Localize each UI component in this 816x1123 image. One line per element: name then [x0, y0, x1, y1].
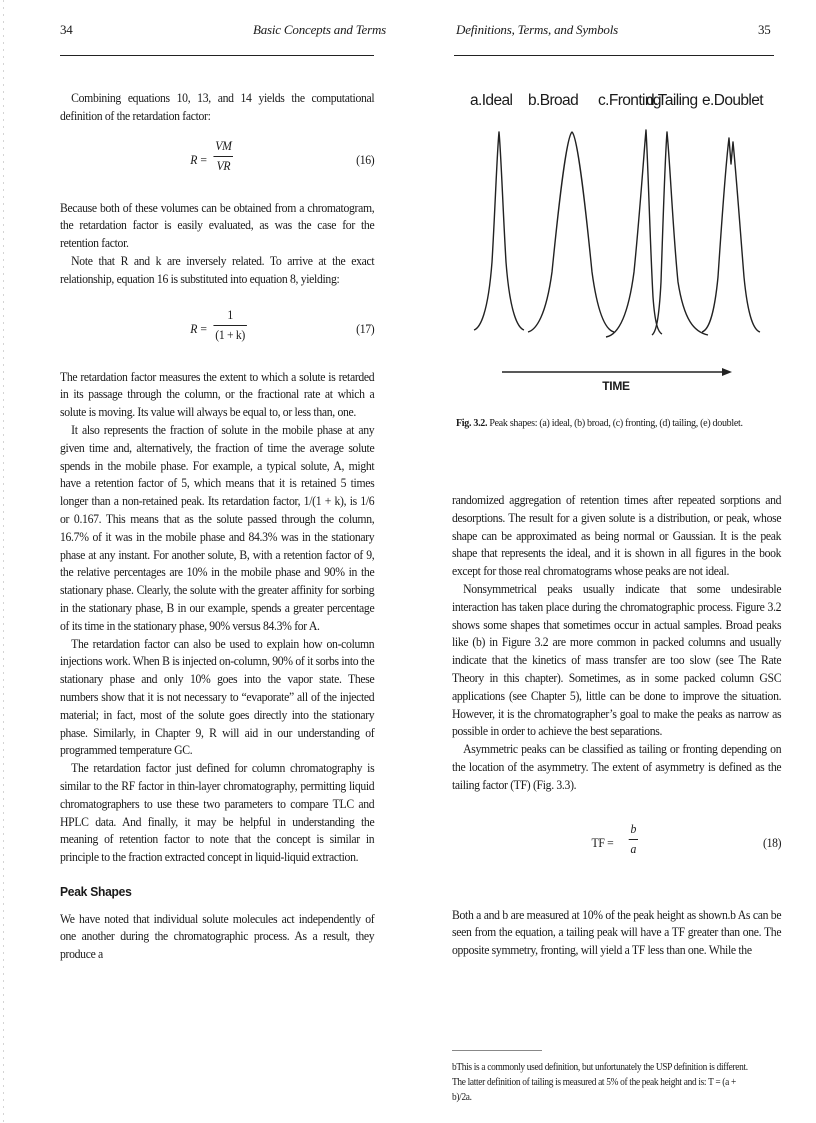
equation-16 — [60, 138, 374, 188]
right-running-head: Definitions, Terms, and Symbols — [456, 22, 618, 37]
peak-tailing — [652, 132, 708, 335]
eq17-numerator: 1 — [227, 307, 233, 322]
label-tailing: d.Tailing — [646, 92, 698, 109]
time-axis-label: TIME — [602, 379, 630, 393]
peak-fronting — [606, 130, 662, 337]
label-broad: b.Broad — [528, 92, 579, 109]
peak-ideal — [474, 132, 524, 330]
figure-peak-shapes — [456, 92, 776, 412]
paragraph: Combining equations 10, 13, and 14 yields the computational definition of the retardation factor: — [60, 91, 375, 123]
right-page-number: 35 — [758, 22, 771, 37]
label-doublet: e.Doublet — [702, 92, 763, 109]
label-fronting: c.Fronting — [598, 92, 661, 109]
paragraph: Nonsymmetrical peaks usually indicate that some undesirable interaction has taken place during the chromatographic process. Figure 3.2 shows some shapes that sometimes occur in actual samples. Broad peaks like (b) in Figure 3.2 are more common in packed columns and usually indicate that the kinetics of mass transfer are too slow (see The Rate Theory in this chapter). Sometimes, as in some packed column GSC applications (see Chapter 5), little can be done to improve the situation. However, it is the chromatographer’s goal to make the peaks as narrow as possible in order to achieve the best separations. — [452, 581, 782, 739]
paragraph: Both a and b are measured at 10% of the peak height as shown.b As can be seen from the equation, a tailing peak will have a TF greater than one. The opposite symmetry, fronting, will yield a TF less than one. While the — [452, 907, 782, 958]
eq16-denominator: VR — [216, 159, 231, 174]
eq17-fraction — [213, 307, 246, 346]
eq17-lhs: R = — [190, 321, 208, 336]
footnote: bThis is a commonly used definition, but unfortunately the USP definition is different. The latter definition of tailing is measured at 5% of the peak height and is: T = (a + b)/2a. — [452, 1062, 748, 1103]
paragraph: It also represents the fraction of solute in the mobile phase at any given time and, alternatively, the fraction of time the average solute spends in the mobile phase. For example, a typical solute, A, might have a retention factor of 5, which means that it is retained 5 times longer than a non-retained peak. Its retardation factor, 1/(1 + k), is 1/6 or 0.167. This means that as the solute passed through the column, 16.7% of it was in the mobile phase and 84.3% was in the stationary phase at any instant. For another solute, B, with a retention factor of 9, the relative percentages are 10% in the mobile phase and 90% in the stationary phase. Clearly, the solute with the greater affinity for sorbing in the stationary phase, B in our example, spends a greater percentage of its time in the stationary phase, 90% versus 84.3% for A. — [60, 422, 375, 633]
equation-17 — [60, 307, 374, 357]
section-heading: Peak Shapes — [60, 883, 132, 899]
eq17-label: (17) — [356, 321, 375, 336]
eq18-lhs: TF = — [591, 835, 614, 850]
eq18-numerator: b — [630, 821, 637, 836]
eq16-numerator: VM — [215, 138, 232, 153]
figure-caption — [456, 418, 776, 429]
eq17-denominator: (1 + k) — [215, 328, 246, 343]
paragraph: The retardation factor can also be used to explain how on-column injections work. When B is injected on-column, 90% of it sorbs into the stationary phase and only 10% goes into the vapor state. These numbers show that it is not necessary to “evaporate” all of the injected material; in fact, most of the solute goes directly into the stationary phase. Similarly, in Chapter 9, R will aid in our understanding of programmed temperature GC. — [60, 636, 375, 758]
eq18-label: (18) — [762, 835, 782, 850]
eq16-fraction — [213, 138, 233, 177]
paragraph: Because both of these volumes can be obtained from a chromatogram, the retardation factor is easily evaluated, as was the case for the retention factor. — [60, 200, 375, 251]
caption-figure-number: Fig. 3.2. — [456, 418, 488, 429]
right-header-rule — [454, 55, 774, 56]
paragraph: Asymmetric peaks can be classified as tailing or fronting depending on the location of the asymmetry. The extent of asymmetry is defined as the tailing factor (TF) (Fig. 3.3). — [452, 742, 782, 792]
paragraph: We have noted that individual solute molecules act independently of one another during the chromatographic process. As a result, they produce a — [60, 911, 375, 962]
peak-broad — [528, 132, 614, 332]
right-column — [452, 492, 781, 960]
left-running-head: Basic Concepts and Terms — [253, 22, 387, 37]
equation-18 — [452, 821, 781, 871]
paragraph: randomized aggregation of retention times after repeated sorptions and desorptions. The result for a given solute is a distribution, or peak, whose shape can be approximated as being normal or Gaussian. It is the peak shape that represents the ideal, and it is shown in all figures in the book except for those real chromatograms whose peaks are not ideal. — [452, 493, 782, 579]
eq16-lhs: R = — [190, 152, 208, 167]
paragraph: Note that R and k are inversely related. To arrive at the exact relationship, equation 16 is substituted into equation 8, yielding: — [60, 253, 375, 286]
paragraph: The retardation factor just defined for column chromatography is similar to the RF factor in thin-layer chromatography, permitting liquid chromatographers to use these two parameters to compare TLC and HPLC data. And finally, it may be helpful in understanding the meaning of retention factor to note that the concept is similar in principle to the fraction extracted concept in liquid-liquid extraction. — [60, 761, 375, 865]
left-column — [60, 90, 374, 964]
eq18-denominator: a — [630, 842, 637, 857]
peaks-plot — [456, 92, 776, 412]
eq18-fraction — [629, 821, 638, 860]
paragraph: The retardation factor measures the extent to which a solute is retarded in its passage through the column, or the fractional rate at which a solute is moving. Its value will always be equal to, or less than, one. — [60, 369, 375, 420]
caption-text: Peak shapes: (a) ideal, (b) broad, (c) fronting, (d) tailing, (e) doublet. — [489, 418, 743, 429]
label-ideal: a.Ideal — [470, 92, 513, 109]
left-header-rule — [60, 55, 374, 56]
time-axis-arrow — [722, 368, 732, 376]
peak-doublet — [702, 138, 760, 332]
eq16-label: (16) — [356, 152, 375, 167]
left-page-number: 34 — [60, 22, 73, 37]
footnote-rule — [452, 1050, 542, 1051]
